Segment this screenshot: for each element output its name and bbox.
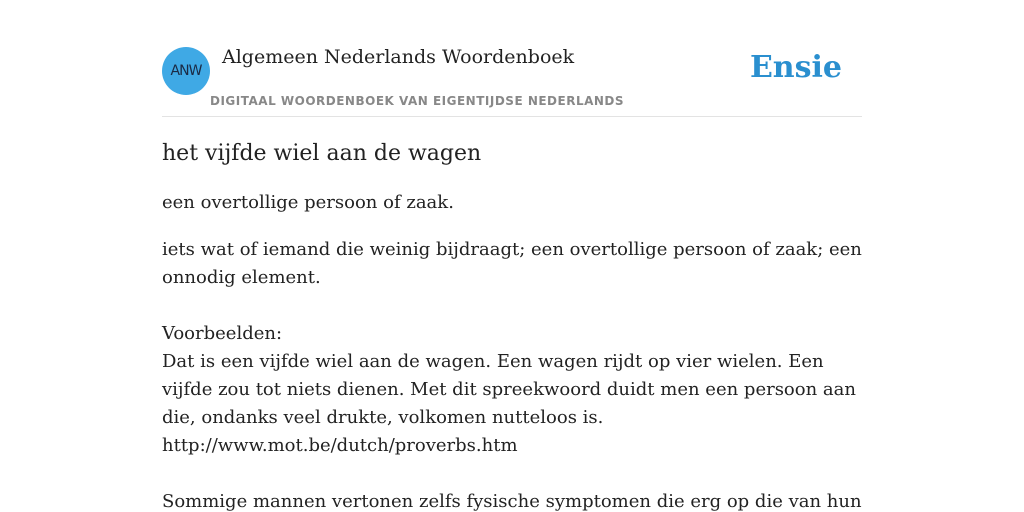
short-definition: een overtollige persoon of zaak. — [162, 192, 454, 213]
anw-logo[interactable] — [162, 47, 210, 95]
long-definition: iets wat of iemand die weinig bijdraagt; een overtollige persoon of zaak; een onnodig element. — [162, 239, 862, 288]
example-text: Sommige mannen vertonen zelfs fysische symptomen die erg op die van hun — [162, 491, 862, 512]
example-text: Dat is een vijfde wiel aan de wagen. Een wagen rijdt op vier wielen. Een vijfde zou tot niets dienen. Met dit spreekwoord duidt men een persoon aan die, ondanks veel drukte, volkomen nutteloos is. — [162, 351, 856, 428]
logo-text: ANW — [170, 63, 202, 79]
spacer — [162, 460, 862, 488]
examples-label: Voorbeelden: — [162, 323, 283, 344]
long-definition-block — [162, 236, 862, 512]
spacer — [162, 292, 862, 320]
entry-title: het vijfde wiel aan de wagen — [162, 141, 482, 166]
entry-content — [162, 138, 862, 512]
site-title[interactable]: Algemeen Nederlands Woordenboek — [222, 46, 575, 68]
site-header — [162, 0, 862, 117]
site-subtitle: DIGITAAL WOORDENBOEK VAN EIGENTIJDSE NEDERLANDS — [210, 94, 625, 108]
example-source-link[interactable]: http://www.mot.be/dutch/proverbs.htm — [162, 435, 518, 456]
ensie-brand-link[interactable]: Ensie — [749, 50, 842, 85]
